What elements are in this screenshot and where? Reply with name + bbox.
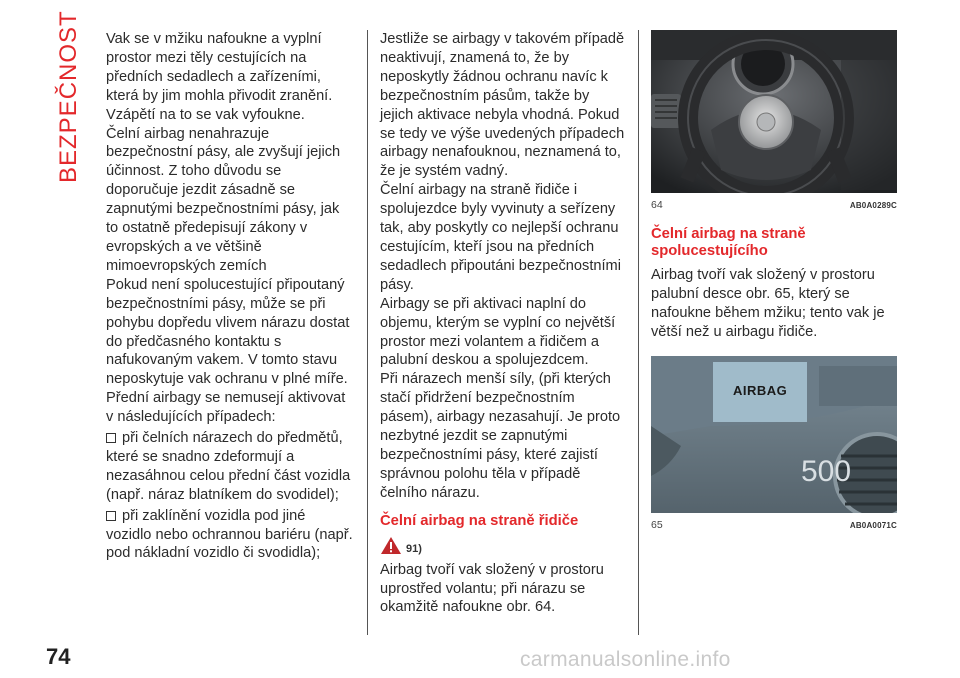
paragraph: Přední airbagy se nemusejí aktivovat v následujících případech:	[106, 390, 346, 426]
fiat-500-logo: 500	[801, 454, 852, 488]
section-heading: Čelní airbag na straně spolucestujícího	[651, 225, 806, 259]
paragraph: Pokud není spolucestující připoutaný bezpečnostními pásy, může se při pohybu dopředu vlivem nárazu dostat do předčasného kontaktu s nafukovaným vakem. V tomto stavu neposkytuje vak ochranu v plné míře.	[106, 276, 350, 388]
column-divider	[638, 30, 639, 635]
page-number: 74	[46, 644, 71, 669]
column-2	[380, 30, 626, 617]
paragraph: Čelní airbag nenahrazuje bezpečnostní pásy, ale zvyšují jejich účinnost. Z toho důvodu se doporučuje jezdit zásadně se zapnutými bezpečnostními pásy, jak to ostatně předepisují zákony v evropských a ve většině mimoevropských zemích	[106, 125, 341, 274]
figure-number: 65	[651, 518, 663, 531]
airbag-label: AIRBAG	[733, 382, 788, 398]
steering-wheel-image	[651, 30, 897, 193]
paragraph: Při nárazech menší síly, (při kterých stačí přidržení bezpečnostním pásem), airbagy nezasahují. Je proto nezbytné jezdit se zapnutými bezpečnostními pásy, které zajistí správnou polohu těla v případě čelního nárazu.	[380, 371, 621, 501]
figure-number: 64	[651, 199, 663, 211]
figure-code: AB0A0289C	[849, 201, 897, 210]
section-title: BEZPEČNOST	[55, 10, 82, 183]
paragraph: Airbagy se při aktivaci naplní do objemu, kterým se vyplní co největší prostor mezi volantem a řidičem a palubní deskou a spolujezdcem.	[380, 295, 616, 369]
column-1	[106, 30, 354, 563]
warning-reference[interactable]	[380, 536, 626, 555]
list-item-text: při čelních nárazech do předmětů, které se snadno zdeformují a nezasáhnou celou přední část vozidla (např. náraz blatníkem do svodidel);	[106, 430, 351, 503]
column-3	[651, 30, 897, 545]
figure-caption	[651, 516, 897, 536]
paragraph: Čelní airbagy na straně řidiče i spolujezdce byly vyvinuty a seřízeny tak, aby poskytly co nejlepší ochranu cestujícím, kteří jsou na předních sedadlech připoutáni bezpečnostními pásy.	[380, 182, 621, 293]
paragraph: Airbag tvoří vak složený v prostoru uprostřed volantu; při nárazu se okamžitě nafoukne obr. 64.	[380, 561, 604, 616]
watermark-text: carmanualsonline.info	[520, 648, 731, 671]
figure-code: AB0A0071C	[849, 520, 897, 530]
paragraph: Vak se v mžiku nafoukne a vyplní prostor mezi těly cestujících na předních sedadlech a zařízeními, která by jim mohla přivodit zranění. Vzápětí na to se vak vyfoukne.	[106, 31, 333, 123]
checkbox-bullet-icon	[106, 433, 116, 443]
list-item-text: při zaklínění vozidla pod jiné vozidlo nebo ochrannou bariéru (např. pod nákladní vozidlo či svodidla);	[106, 507, 353, 562]
section-heading: Čelní airbag na straně řidiče	[380, 512, 579, 529]
checkbox-bullet-icon	[106, 511, 116, 521]
figure-caption	[651, 196, 897, 216]
warning-triangle-icon	[380, 536, 402, 555]
paragraph: Airbag tvoří vak složený v prostoru palubní desce obr. 65, který se nafoukne během mžiku; tento vak je větší než u airbagu řidiče.	[651, 266, 885, 340]
list-item	[106, 507, 354, 564]
section-tab	[54, 10, 84, 183]
paragraph: Jestliže se airbagy v takovém případě neaktivují, znamená to, že by neposkytly žádnou ochranu navíc k bezpečnostním pásům, takže by jejich aktivace nebyla vhodná. Pokud se tedy ve výše uvedených případech airbagy nenafouknou, neznamená to, že je systém vadný.	[380, 31, 625, 180]
column-divider	[367, 30, 368, 635]
dashboard-airbag-image	[651, 356, 897, 513]
warning-ref-number: 91)	[406, 542, 422, 555]
list-item	[106, 429, 354, 505]
